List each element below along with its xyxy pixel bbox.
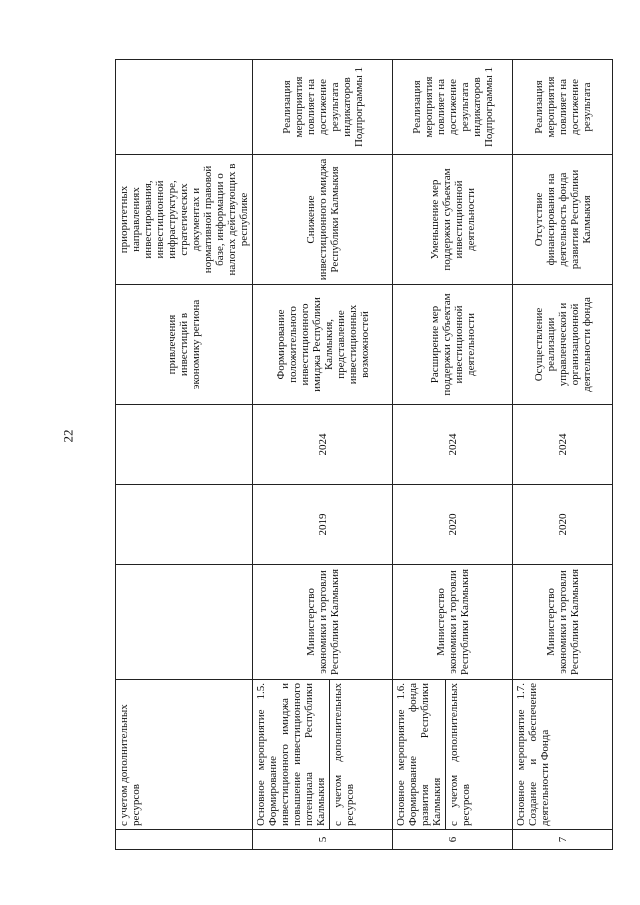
table-row — [253, 60, 393, 850]
event-cell — [393, 680, 513, 830]
executor-cell: Министерство экономики и торговли Республики Калмыкия — [393, 565, 513, 680]
consequences: Уменьшение мер поддержки субъектам инвестиционной деятельности — [393, 155, 513, 285]
executor-cell: Министерство экономики и торговли Республики Калмыкия — [513, 565, 613, 680]
expected-result: Осуществление реализации управленческой и организационной деятельности фонда — [513, 285, 613, 405]
indicator-link: Реализация мероприятия повлияет на достижение результата индикаторов Подпрограммы 1 — [393, 60, 513, 155]
event-title: Основное мероприятие 1.6. Формирование фонда развития Республики Калмыкия — [395, 683, 443, 826]
event-cell — [253, 680, 393, 830]
consequences: Снижение инвестиционного имиджа Республики Калмыкия — [253, 155, 393, 285]
expected-result: Формирование положительного инвестиционного имиджа Республики Калмыкия, представление инвестиционных возможностей — [253, 285, 393, 405]
event-title: Основное мероприятие 1.7. Создание и обеспечение деятельности Фонда — [515, 683, 551, 826]
start-year — [116, 485, 253, 565]
end-year: 2024 — [513, 405, 613, 485]
consequences: Отсутствие финансирования на деятельность фонда развития Республики Калмыкия — [513, 155, 613, 285]
end-year: 2024 — [253, 405, 393, 485]
event-sub-label: с учетом дополнительных ресурсов — [329, 680, 356, 829]
row-number: 5 — [253, 830, 393, 850]
table-row — [393, 60, 513, 850]
start-year: 2020 — [513, 485, 613, 565]
indicator-link: Реализация мероприятия повлияет на достижение результата — [513, 60, 613, 155]
start-year: 2019 — [253, 485, 393, 565]
indicator-link: Реализация мероприятия повлияет на достижение результата индикаторов Подпрограммы 1 — [253, 60, 393, 155]
expected-result: Расширение мер поддержки субъектам инвестиционной деятельности — [393, 285, 513, 405]
executor-cell: Министерство экономики и торговли Республики Калмыкия — [253, 565, 393, 680]
end-year — [116, 405, 253, 485]
event-sub-label: с учетом дополнительных ресурсов — [118, 704, 142, 826]
indicator-link — [116, 60, 253, 155]
expected-result: привлечения инвестиций в экономику региона — [116, 285, 253, 405]
table-row — [513, 60, 613, 850]
start-year: 2020 — [393, 485, 513, 565]
row-number: 7 — [513, 830, 613, 850]
row-number — [116, 830, 253, 850]
event-sub-label: с учетом дополнительных ресурсов — [445, 680, 472, 829]
table-row — [116, 60, 253, 850]
end-year: 2024 — [393, 405, 513, 485]
row-number: 6 — [393, 830, 513, 850]
event-title: Основное мероприятие 1.5. Формирование инвестиционного имиджа и повышение инвестиционного потенциала Республики Калмыкия — [255, 683, 327, 826]
rotated-table-container — [115, 60, 605, 850]
page-number: 22 — [60, 429, 76, 443]
executor-cell — [116, 565, 253, 680]
events-table — [115, 59, 613, 850]
event-cell — [116, 680, 253, 830]
event-cell — [513, 680, 613, 830]
consequences: приоритетных направлениях инвестирования, инвестиционной инфраструктуре, стратегических документах и нормативной правовой базе, информации о налогах действующих в республике — [116, 155, 253, 285]
